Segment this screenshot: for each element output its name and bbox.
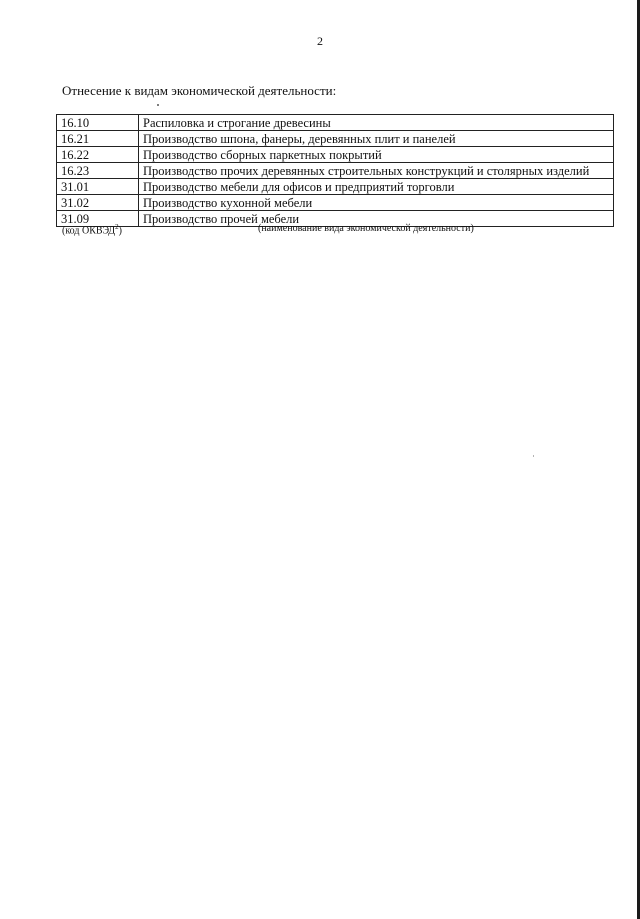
okved-code: 31.09	[57, 211, 139, 227]
table-row	[57, 195, 614, 211]
activity-name: Производство мебели для офисов и предприятий торговли	[139, 179, 614, 195]
table-row	[57, 147, 614, 163]
code-caption-label: (код ОКВЭД	[62, 225, 116, 237]
activity-name: Производство прочих деревянных строительных конструкций и столярных изделий	[139, 163, 614, 179]
table-row	[57, 115, 614, 131]
okved-code: 16.23	[57, 163, 139, 179]
okved-code: 16.22	[57, 147, 139, 163]
name-caption: (наименование вида экономической деятельности)	[258, 223, 474, 234]
activity-name: Производство кухонной мебели	[139, 195, 614, 211]
okved-code: 31.01	[57, 179, 139, 195]
code-caption	[62, 223, 122, 236]
table-row	[57, 163, 614, 179]
activity-name: Производство сборных паркетных покрытий	[139, 147, 614, 163]
okved-code: 31.02	[57, 195, 139, 211]
table-row	[57, 131, 614, 147]
footnote-marker: 2	[115, 223, 119, 231]
section-heading: Отнесение к видам экономической деятельности:	[62, 83, 337, 98]
okved-table	[56, 114, 614, 227]
activity-name: Производство шпона, фанеры, деревянных плит и панелей	[139, 131, 614, 147]
page-number: 2	[317, 34, 323, 48]
code-caption-close: )	[118, 225, 122, 237]
okved-code: 16.21	[57, 131, 139, 147]
table-row	[57, 179, 614, 195]
okved-code: 16.10	[57, 115, 139, 131]
scan-speck	[157, 104, 159, 106]
activity-name: Распиловка и строгание древесины	[139, 115, 614, 131]
scan-speck	[533, 455, 534, 457]
activity-name: Производство прочей мебели	[139, 211, 614, 227]
